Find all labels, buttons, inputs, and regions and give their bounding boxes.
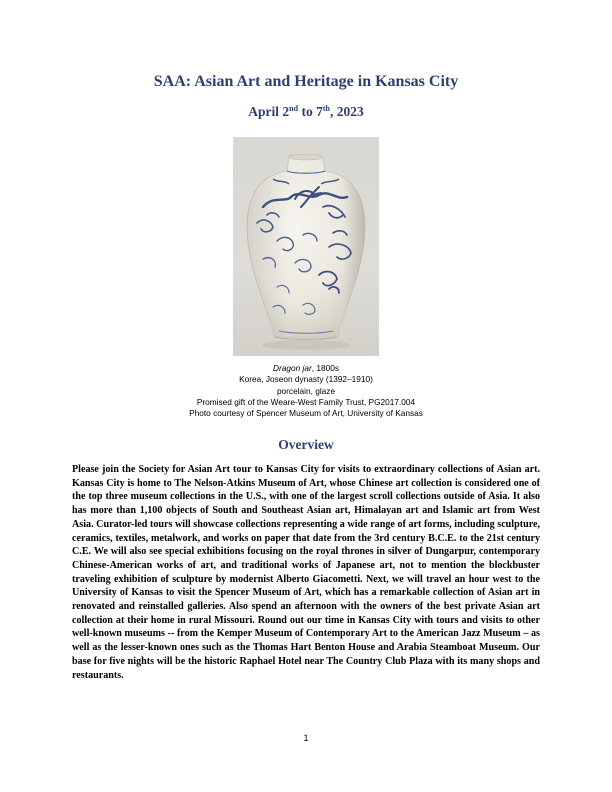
- dragon-jar-photo: [233, 137, 379, 356]
- overview-heading: Overview: [278, 437, 334, 452]
- dates-middle: to 7: [298, 104, 323, 119]
- caption-line-3: porcelain, glaze: [276, 385, 336, 396]
- page-title: SAA: Asian Art and Heritage in Kansas City: [153, 73, 459, 90]
- artwork-date: , 1800s: [311, 363, 339, 373]
- photo-caption: [0, 363, 612, 419]
- dates-sup-2: th: [322, 104, 330, 113]
- dragon-jar-illustration: [233, 137, 379, 356]
- caption-line-2: Korea, Joseon dynasty (1392–1910): [239, 374, 373, 385]
- dates-suffix: , 2023: [329, 104, 364, 119]
- page-number: 1: [303, 733, 309, 743]
- artwork-title: Dragon jar: [273, 363, 312, 373]
- dates-prefix: April 2: [248, 104, 290, 119]
- overview-paragraph: Please join the Society for Asian Art tour to Kansas City for visits to extraordinary collections of Asian art. Kansas City is home to The Nelson-Atkins Museum of Art, whose Chinese art collection is considered one of the top three museum collections in the U.S., with one of the largest scroll collections outside of Asia. It also has more than 1,100 objects of South and Southeast Asian art, Himalayan art and Islamic art from West Asia. Curator-led tours will showcase collections representing a wide range of art forms, including sculpture, ceramics, textiles, metalwork, and works on paper that date from the 3rd century B.C.E. to the 21st century C.E. We will also see special exhibitions focusing on the royal thrones in silver of Dungarpur, contemporary Chinese-American works of art, and traditional works of Japanese art, not to mention the blockbuster traveling exhibition of sculpture by modernist Alberto Giacometti. Next, we will travel an hour west to the University of Kansas to visit the Spencer Museum of Art, which has a remarkable collection of Asian art in renovated and reinstalled galleries. Also spend an afternoon with the owners of the best private Asian art collection at their home in rural Missouri. Round out our time in Kansas City with tours and visits to other well-known museums -- from the Kemper Museum of Contemporary Art to the American Jazz Museum – as well as the lesser-known ones such as the Thomas Hart Benton House and Arabia Steamboat Museum. Our base for five nights will be the historic Raphael Hotel near The Country Club Plaza with its many shops and restaurants.: [72, 464, 540, 681]
- caption-line-1: [0, 363, 612, 374]
- tour-dates: [0, 104, 612, 120]
- caption-line-5: Photo courtesy of Spencer Museum of Art, University of Kansas: [189, 408, 423, 419]
- caption-line-4: Promised gift of the Weare-West Family Trust, PG2017.004: [196, 396, 416, 407]
- dates-sup-1: nd: [289, 104, 299, 113]
